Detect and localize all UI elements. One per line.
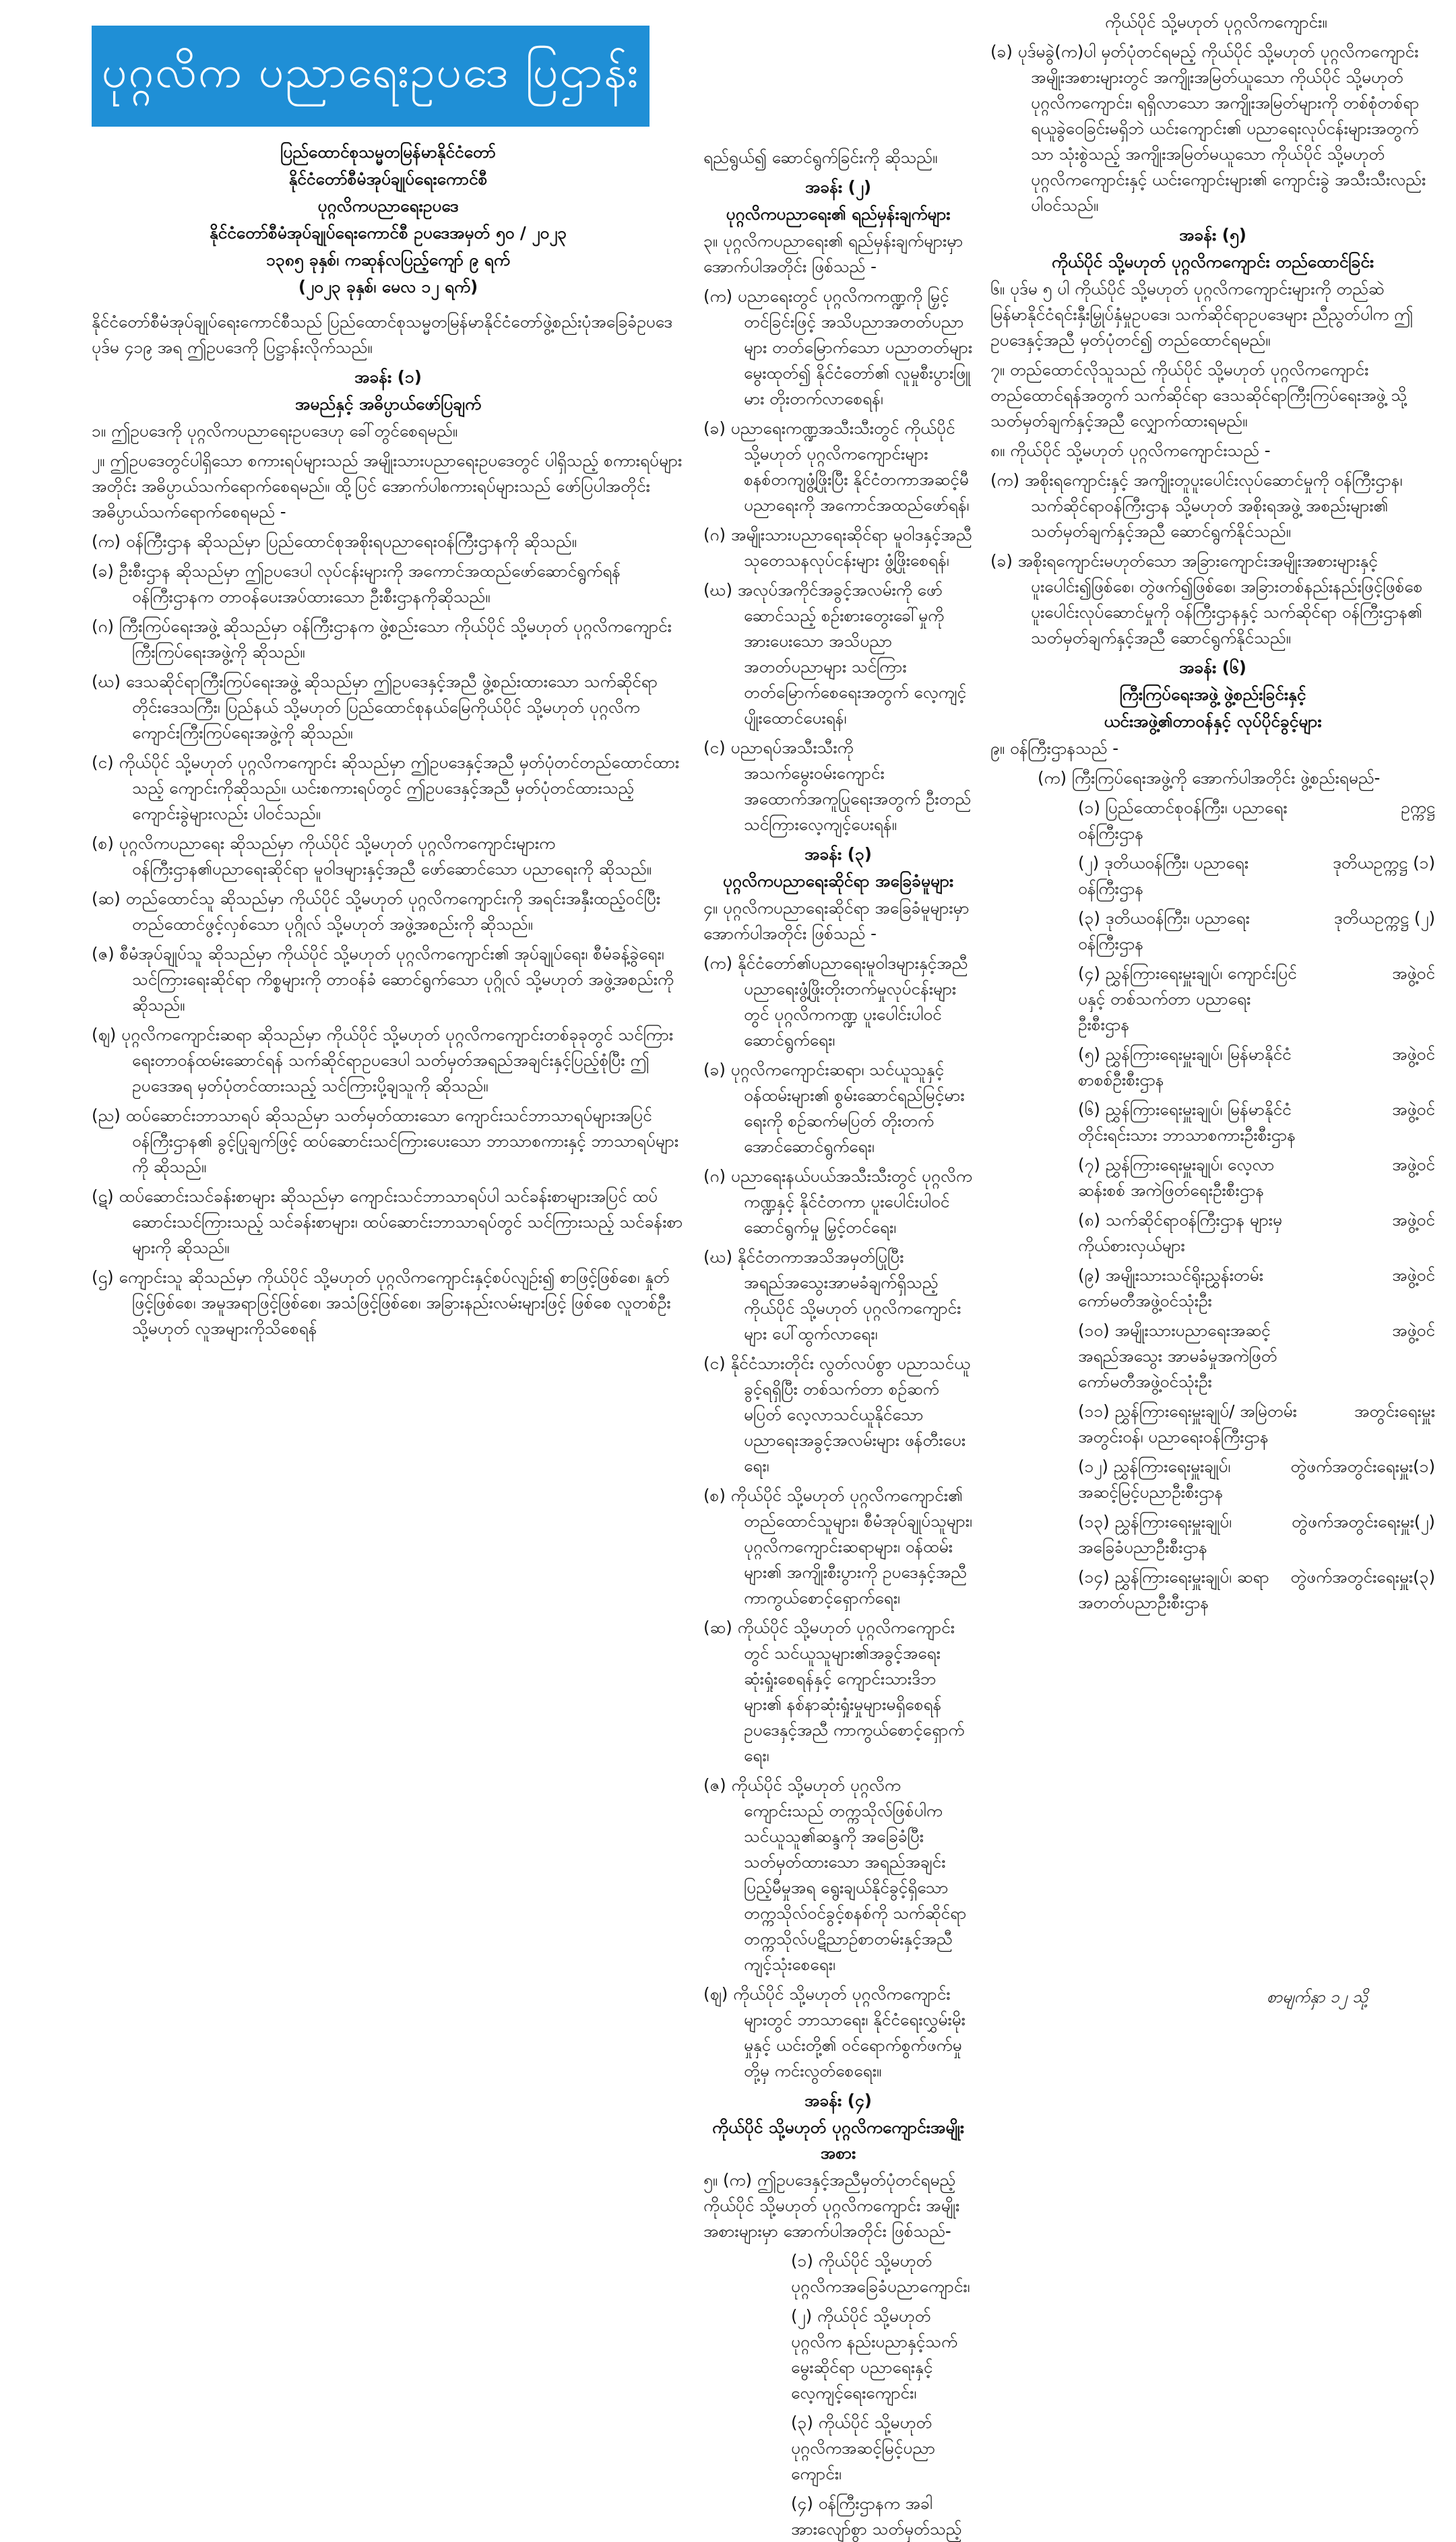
principle-item: (ဈ) ကိုယ်ပိုင် သို့မဟုတ် ပုဂ္ဂလိကကျောင်းများတွင် ဘာသာရေး၊ နိုင်ငံရေးလွှမ်းမိုးမှုနှင့် ယင်းတို့၏ ဝင်ရောက်စွက်ဖက်မှုတို့မှ ကင်းလွတ်စေရေး။ <box>703 1984 966 2080</box>
section-paragraph: ၇။ တည်ထောင်လိုသူသည် ကိုယ်ပိုင် သို့မဟုတ် ပုဂ္ဂလိကကျောင်း တည်ထောင်ရန်အတွက် သက်ဆိုင်ရာ ဒေသဆိုင်ရာကြီးကြပ်ရေးအဖွဲ့ သို့ သတ်မှတ်ချက်နှင့်အညီ လျှောက်ထားရမည်။ <box>990 360 1407 431</box>
member-role: တွဲဖက်အတွင်းရေးမှူး(၁) <box>1290 1457 1435 1476</box>
principle-item: (ဇ) ကိုယ်ပိုင် သို့မဟုတ် ပုဂ္ဂလိကကျောင်းသည် တက္ကသိုလ်ဖြစ်ပါက သင်ယူသူ၏ဆန္ဒကို အခြေခံပြီး သတ်မှတ်ထားသော အရည်အချင်းပြည့်မီမှုအရ ရွေးချယ်နိုင်ခွင့်ရှိသော တက္ကသိုလ်ဝင်ခွင့်စနစ်ကို သက်ဆိုင်ရာ တက္ကသိုလ်ပဋိညာဉ်စာတမ်းနှင့်အညီ ကျင့်သုံးစေရေး၊ <box>703 1775 967 1974</box>
committee-member-list <box>990 795 1435 1616</box>
member-role: တွဲဖက်အတွင်းရေးမှူး(၂) <box>1292 1512 1435 1531</box>
definition-item: (ဈ) ပုဂ္ဂလိကကျောင်းဆရာ ဆိုသည်မှာ ကိုယ်ပိုင် သို့မဟုတ် ပုဂ္ဂလိကကျောင်းတစ်ခုခုတွင် သင်ကြားရေးတာဝန်ထမ်းဆောင်ရန် သက်ဆိုင်ရာဥပဒေပါ သတ်မှတ်အရည်အချင်းနှင့်ပြည့်စုံပြီး ဤဥပဒေအရ မှတ်ပုံတင်ထားသည့် သင်ကြားပို့ချသူကို ဆိုသည်။ <box>92 1025 674 1095</box>
principle-item: (ဆ) ကိုယ်ပိုင် သို့မဟုတ် ပုဂ္ဂလိကကျောင်းတွင် သင်ယူသူများ၏အခွင့်အရေး ဆုံးရှုံးစေရန်နှင့် ကျောင်းသားဒိဘများ၏ နစ်နာဆုံးရှုံးမှုများမရှိစေရန် ဥပဒေနှင့်အညီ ကာကွယ်စောင့်ရှောက်ရေး၊ <box>703 1618 965 1765</box>
chapter-title: အခန်း (၂) <box>804 177 872 197</box>
definition-item: (ည) ထပ်ဆောင်းဘာသာရပ် ဆိုသည်မှာ သတ်မှတ်ထားသော ကျောင်းသင်ဘာသာရပ်များအပြင် ဝန်ကြီးဌာန၏ ခွင့်ပြုချက်ဖြင့် ထပ်ဆောင်းသင်ကြားပေးသော ဘာသာစကားနှင့် ဘာသာရပ်များကို ဆိုသည်။ <box>92 1106 679 1176</box>
member-role: အဖွဲ့ဝင် <box>1392 1265 1435 1285</box>
definition-item: (ဃ) ဒေသဆိုင်ရာကြီးကြပ်ရေးအဖွဲ့ ဆိုသည်မှာ ဤဥပဒေနှင့်အညီ ဖွဲ့စည်းထားသော သက်ဆိုင်ရာ တိုင်းဒေသကြီး၊ ပြည်နယ် သို့မဟုတ် ပြည်ထောင်စုနယ်မြေကိုယ်ပိုင် သို့မဟုတ် ပုဂ္ဂလိကကျောင်းကြီးကြပ်ရေးအဖွဲ့ကို ဆိုသည်။ <box>92 672 658 742</box>
chapter-subtitle: ပုဂ္ဂလိကပညာရေး၏ ရည်မှန်းချက်များ <box>726 204 951 224</box>
chapter-subtitle: ယင်းအဖွဲ့၏တာဝန်နှင့် လုပ်ပိုင်ခွင့်များ <box>1104 711 1322 731</box>
member-role: အဖွဲ့ဝင် <box>1392 1321 1435 1340</box>
heading-line: ပြည်ထောင်စုသမ္မတမြန်မာနိုင်ငံတော် <box>280 142 496 162</box>
member-title: (၁၂) ညွှန်ကြားရေးမှူးချုပ်၊ အဆင့်မြင့်ပညာဦးစီးဌာန <box>1078 1457 1231 1502</box>
chapter-subtitle: ကြီးကြပ်ရေးအဖွဲ့ ဖွဲ့စည်းခြင်းနှင့် <box>1119 685 1306 704</box>
principle-item: (စ) ကိုယ်ပိုင် သို့မဟုတ် ပုဂ္ဂလိကကျောင်း၏ တည်ထောင်သူများ၊ စီမံအုပ်ချုပ်သူများ၊ ပုဂ္ဂလိကကျောင်းဆရာများ၊ ဝန်ထမ်းများ၏ အကျိုးစီးပွားကို ဥပဒေနှင့်အညီ ကာကွယ်စောင့်ရှောက်ရေး၊ <box>703 1486 972 1608</box>
member-role: အဖွဲ့ဝင် <box>1392 1210 1435 1230</box>
definition-item: (ဌ) ကျောင်းသူ ဆိုသည်မှာ ကိုယ်ပိုင် သို့မဟုတ် ပုဂ္ဂလိကကျောင်းနှင့်စပ်လျဉ်း၍ စာဖြင့်ဖြစ်စေ၊ နှုတ်ဖြင့်ဖြစ်စေ၊ အမူအရာဖြင့်ဖြစ်စေ၊ အသံဖြင့်ဖြစ်စေ၊ အခြားနည်းလမ်းများဖြင့် ဖြစ်စေ လူတစ်ဦး သို့မဟုတ် လူအများကိုသိစေရန် <box>92 1267 671 1338</box>
committee-member-row <box>990 1564 1435 1616</box>
member-role: အတွင်းရေးမှူး <box>1354 1401 1435 1421</box>
committee-member-row <box>990 1318 1435 1395</box>
continued-text: ရည်ရွယ်၍ ဆောင်ရွက်ခြင်းကို ဆိုသည်။ <box>703 148 938 167</box>
definition-item: (ဆ) တည်ထောင်သူ ဆိုသည်မှာ ကိုယ်ပိုင် သို့မဟုတ် ပုဂ္ဂလိကကျောင်းကို အရင်းအနှီးထည့်ဝင်ပြီး တည်ထောင်ဖွင့်လှစ်သော ပုဂ္ဂိုလ် သို့မဟုတ် အဖွဲ့အစည်းကို ဆိုသည်။ <box>92 889 661 934</box>
definition-item: (ခ) ဦးစီးဌာန ဆိုသည်မှာ ဤဥပဒေပါ လုပ်ငန်းများကို အကောင်အထည်ဖော်ဆောင်ရွက်ရန် ဝန်ကြီးဌာနက တာဝန်ပေးအပ်ထားသော ဦးစီးဌာနကိုဆိုသည်။ <box>92 561 621 606</box>
chapter-title: အခန်း (၄) <box>804 2091 872 2110</box>
column-left <box>92 138 685 2011</box>
cooperation-item: (ခ) အစိုးရကျောင်းမဟုတ်သော အခြားကျောင်းအမျိုးအစားများနှင့် ပူးပေါင်း၍ဖြစ်စေ၊ တွဲဖက်၍ဖြစ်စေ၊ အခြားတစ်နည်းနည်းဖြင့်ဖြစ်စေ ပူးပေါင်းလုပ်ဆောင်မှုကို ဝန်ကြီးဌာနနှင့် သက်ဆိုင်ရာ ဝန်ကြီးဌာန၏ သတ်မှတ်ချက်နှင့်အညီ ဆောင်ရွက်နိုင်သည်။ <box>990 551 1423 647</box>
definition-item: (က) ဝန်ကြီးဌာန ဆိုသည်မှာ ပြည်ထောင်စုအစိုးရပညာရေးဝန်ကြီးဌာနကို ဆိုသည်။ <box>92 532 577 551</box>
principle-item: (ဃ) နိုင်ငံတကာအသိအမှတ်ပြုပြီး အရည်အသွေးအာမခံချက်ရှိသည့် ကိုယ်ပိုင် သို့မဟုတ် ပုဂ္ဂလိကကျောင်းများ ပေါ်ထွက်လာရေး၊ <box>703 1247 961 1343</box>
chapter-title: အခန်း (၃) <box>804 844 872 864</box>
member-title: (၈) သက်ဆိုင်ရာဝန်ကြီးဌာန များမှကိုယ်စားလှယ်များ <box>1078 1210 1283 1255</box>
chapter-subtitle: အမည်နှင့် အဓိပ္ပာယ်ဖော်ပြချက် <box>294 394 482 414</box>
member-title: (၉) အမျိုးသားသင်ရိုးညွှန်းတမ်း ကော်မတီအဖွဲ့ဝင်သုံးဦး <box>1078 1265 1263 1310</box>
school-type-item: (၃) ကိုယ်ပိုင် သို့မဟုတ် ပုဂ္ဂလိကအဆင့်မြင့်ပညာကျောင်း၊ <box>791 2413 936 2483</box>
column-right <box>990 9 1435 1983</box>
principle-item: (ဂ) ပညာရေးနယ်ပယ်အသီးသီးတွင် ပုဂ္ဂလိကကဏ္ဍနှင့် နိုင်ငံတကာ ပူးပေါင်းပါဝင်ဆောင်ရွက်မှု မြှင့်တင်ရေး၊ <box>703 1166 972 1237</box>
section-paragraph: ၈။ ကိုယ်ပိုင် သို့မဟုတ် ပုဂ္ဂလိကကျောင်းသည် - <box>990 441 1271 460</box>
member-title: (၁၀) အမျိုးသားပညာရေးအဆင့်အရည်အသွေး အာမခံမှုအကဲဖြတ် ကော်မတီအဖွဲ့ဝင်သုံးဦး <box>1078 1321 1277 1391</box>
section-paragraph: ၂။ ဤဥပဒေတွင်ပါရှိသော စကားရပ်များသည် အမျိုးသားပညာရေးဥပဒေတွင် ပါရှိသည့် စကားရပ်များအတိုင်း အဓိပ္ပာယ်သက်ရောက်စေရမည်။ ထို့ပြင် အောက်ပါစကားရပ်များသည် ဖော်ပြပါအတိုင်း အဓိပ္ပာယ်သက်ရောက်စေရမည် - <box>92 451 683 521</box>
school-type-item: (၂) ကိုယ်ပိုင် သို့မဟုတ် ပုဂ္ဂလိက နည်းပညာနှင့်သက်မွေးဆိုင်ရာ ပညာရေးနှင့် လေ့ကျင့်ရေးကျောင်း၊ <box>791 2306 957 2403</box>
member-title: (၆) ညွှန်ကြားရေးမှူးချုပ်၊ မြန်မာနိုင်ငံတိုင်းရင်းသား ဘာသာစကားဦးစီးဌာန <box>1078 1100 1296 1145</box>
definition-item: (ဂ) ကြီးကြပ်ရေးအဖွဲ့ ဆိုသည်မှာ ဝန်ကြီးဌာနက ဖွဲ့စည်းသော ကိုယ်ပိုင် သို့မဟုတ် ပုဂ္ဂလိကကျောင်းကြီးကြပ်ရေးအဖွဲ့ကို ဆိုသည်။ <box>92 616 672 662</box>
committee-member-row <box>990 1263 1435 1314</box>
member-title: (၁၄) ညွှန်ကြားရေးမှူးချုပ်၊ ဆရာအတတ်ပညာဦးစီးဌာန <box>1078 1567 1269 1612</box>
heading-line: နိုင်ငံတော်စီမံအုပ်ချုပ်ရေးကောင်စီ ဥပဒေအမှတ် ၅၀ / ၂၀၂၃ <box>209 223 567 243</box>
member-title: (၁၁) ညွှန်ကြားရေးမှူးချုပ်/ အမြဲတမ်းအတွင်းဝန်၊ ပညာရေးဝန်ကြီးဌာန <box>1078 1401 1297 1447</box>
chapter-subtitle: ပုဂ္ဂလိကပညာရေးဆိုင်ရာ အခြေခံမူများ <box>722 871 954 891</box>
member-title: (၄) ညွှန်ကြားရေးမှူးချုပ်၊ ကျောင်းပြင်ပနှင့် တစ်သက်တာ ပညာရေးဦးစီးဌာန <box>1078 963 1297 1034</box>
member-title: (၂) ဒုတိယဝန်ကြီး၊ ပညာရေးဝန်ကြီးဌာန <box>1078 853 1249 898</box>
heading-line: ပုဂ္ဂလိကပညာရေးဥပဒေ <box>317 196 459 216</box>
continued-text: ကိုယ်ပိုင် သို့မဟုတ် ပုဂ္ဂလိကကျောင်း။ <box>1105 12 1327 32</box>
heading-line: (၂၀၂၃ ခုနှစ်၊ မေလ ၁၂ ရက်) <box>298 277 478 296</box>
member-title: (၃) ဒုတိယဝန်ကြီး၊ ပညာရေးဝန်ကြီးဌာန <box>1078 908 1250 953</box>
section-paragraph: ၁။ ဤဥပဒေကို ပုဂ္ဂလိကပညာရေးဥပဒေဟု ခေါ်တွင်စေရမည်။ <box>92 421 458 441</box>
objective-item: (ဃ) အလုပ်အကိုင်အခွင့်အလမ်းကို ဖော်ဆောင်သည့် စဉ်းစားတွေးခေါ်မှုကို အားပေးသော အသိပညာ အတတ်ပညာများ သင်ကြားတတ်မြောက်စေရေးအတွက် လေ့ကျင့်ပျိုးထောင်ပေးရန်၊ <box>703 580 967 728</box>
objective-item: (ခ) ပညာရေးကဏ္ဍအသီးသီးတွင် ကိုယ်ပိုင် သို့မဟုတ် ပုဂ္ဂလိကကျောင်းများ စနစ်တကျဖွံ့ဖြိုးပြီး နိုင်ငံတကာအဆင့်မီ ပညာရေးကို အကောင်အထည်ဖော်ရန်၊ <box>703 418 970 515</box>
member-role: ဒုတိယဥက္ကဋ္ဌ (၁) <box>1333 853 1435 872</box>
committee-member-row <box>990 1509 1435 1560</box>
school-type-item: (၁) ကိုယ်ပိုင် သို့မဟုတ် ပုဂ္ဂလိကအခြေခံပညာကျောင်း၊ <box>791 2251 970 2296</box>
column-middle <box>703 145 973 2539</box>
committee-member-row <box>990 850 1435 901</box>
objective-item: (င) ပညာရပ်အသီးသီးကို အသက်မွေးဝမ်းကျောင်း အထောက်အကူပြုရေးအတွက် ဦးတည် သင်ကြားလေ့ကျင့်ပေးရန်။ <box>703 738 972 834</box>
heading-line: နိုင်ငံတော်စီမံအုပ်ချုပ်ရေးကောင်စီ <box>288 169 488 189</box>
principle-item: (ခ) ပုဂ္ဂလိကကျောင်းဆရာ၊ သင်ယူသူနှင့် ဝန်ထမ်းများ၏ စွမ်းဆောင်ရည်မြင့်မားရေးကို စဉ်ဆက်မပြတ် တိုးတက်အောင်ဆောင်ရွက်ရေး၊ <box>703 1060 965 1156</box>
member-role: ဥက္ကဋ္ဌ <box>1401 798 1435 817</box>
member-title: (၇) ညွှန်ကြားရေးမှူးချုပ်၊ လေ့လာဆန်းစစ် အကဲဖြတ်ရေးဦးစီးဌာန <box>1078 1155 1275 1200</box>
section-paragraph: ၃။ ပုဂ္ဂလိကပညာရေး၏ ရည်မှန်းချက်များမှာ အောက်ပါအတိုင်း ဖြစ်သည် - <box>703 231 963 276</box>
principle-item: (က) နိုင်ငံတော်၏ပညာရေးမူဝါဒများနှင့်အညီ ပညာရေးဖွံ့ဖြိုးတိုးတက်မှုလုပ်ငန်းများတွင် ပုဂ္ဂလိကကဏ္ဍ ပူးပေါင်းပါဝင်ဆောင်ရွက်ရေး၊ <box>703 953 968 1050</box>
committee-member-row <box>990 1399 1435 1450</box>
definition-item: (င) ကိုယ်ပိုင် သို့မဟုတ် ပုဂ္ဂလိကကျောင်း ဆိုသည်မှာ ဤဥပဒေနှင့်အညီ မှတ်ပုံတင်တည်ထောင်ထားသည့် ကျောင်းကိုဆိုသည်။ ယင်းစကားရပ်တွင် ဤဥပဒေနှင့်အညီ မှတ်ပုံတင်ထားသည့် ကျောင်းခွဲများလည်း ပါဝင်သည်။ <box>92 753 680 823</box>
committee-member-row <box>990 1152 1435 1203</box>
member-role: အဖွဲ့ဝင် <box>1392 963 1435 983</box>
chapter-title: အခန်း (၆) <box>1179 658 1246 677</box>
committee-member-row <box>990 1207 1435 1259</box>
definition-item: (ဇ) စီမံအုပ်ချုပ်သူ ဆိုသည်မှာ ကိုယ်ပိုင် သို့မဟုတ် ပုဂ္ဂလိကကျောင်း၏ အုပ်ချုပ်ရေး၊ စီမံခန့်ခွဲရေး၊ သင်ကြားရေးဆိုင်ရာ ကိစ္စများကို တာဝန်ခံ ဆောင်ရွက်သော ပုဂ္ဂိုလ် သို့မဟုတ် အဖွဲ့အစည်းကိုဆိုသည်။ <box>92 944 674 1015</box>
member-role: အဖွဲ့ဝင် <box>1392 1100 1435 1119</box>
principle-item: (င) နိုင်ငံသားတိုင်း လွတ်လပ်စွာ ပညာသင်ယူခွင့်ရရှိပြီး တစ်သက်တာ စဉ်ဆက်မပြတ် လေ့လာသင်ယူနိုင်သော ပညာရေးအခွင့်အလမ်းများ ဖန်တီးပေးရေး၊ <box>703 1354 970 1475</box>
definition-item: (ဋ) ထပ်ဆောင်းသင်ခန်းစာများ ဆိုသည်မှာ ကျောင်းသင်ဘာသာရပ်ပါ သင်ခန်းစာများအပြင် ထပ်ဆောင်းသင်ကြားသည့် သင်ခန်းစာများ၊ ထပ်ဆောင်းဘာသာရပ်တွင် သင်ကြားသည့် သင်ခန်းစာများကို ဆိုသည်။ <box>92 1186 683 1257</box>
committee-member-row <box>990 1454 1435 1505</box>
member-title: (၅) ညွှန်ကြားရေးမှူးချုပ်၊ မြန်မာနိုင်ငံစာစစ်ဦးစီးဌာန <box>1078 1044 1292 1089</box>
objective-item: (က) ပညာရေးတွင် ပုဂ္ဂလိကကဏ္ဍကို မြှင့်တင်ခြင်းဖြင့် အသိပညာအတတ်ပညာများ တတ်မြောက်သော ပညာတတ်များ မွေးထုတ်၍ နိုင်ငံတော်၏ လူမှုစီးပွားဖြူမား တိုးတက်လာစေရန်၊ <box>703 286 973 408</box>
committee-member-row <box>990 961 1435 1038</box>
chapter-subtitle: ကိုယ်ပိုင် သို့မဟုတ် ပုဂ္ဂလိကကျောင်း တည်ထောင်ခြင်း <box>1051 252 1374 272</box>
chapter-subtitle: ကိုယ်ပိုင် သို့မဟုတ် ပုဂ္ဂလိကကျောင်းအမျိုးအစား <box>712 2118 964 2163</box>
member-role: ဒုတိယဥက္ကဋ္ဌ (၂) <box>1333 908 1435 928</box>
section-paragraph: ၅။ (က) ဤဥပဒေနှင့်အညီမှတ်ပုံတင်ရမည့် ကိုယ်ပိုင် သို့မဟုတ် ပုဂ္ဂလိကကျောင်း အမျိုးအစားများမှာ အောက်ပါအတိုင်း ဖြစ်သည်- <box>703 2170 960 2241</box>
member-role: အဖွဲ့ဝင် <box>1392 1155 1435 1174</box>
member-role: အဖွဲ့ဝင် <box>1392 1044 1435 1064</box>
page-title-banner: ပုဂ္ဂလိက ပညာရေးဥပဒေ ပြဌာန်း <box>92 26 650 127</box>
section-paragraph: ၉။ ဝန်ကြီးဌာနသည် - <box>990 738 1119 758</box>
definition-item: (စ) ပုဂ္ဂလိကပညာရေး ဆိုသည်မှာ ကိုယ်ပိုင် သို့မဟုတ် ပုဂ္ဂလိကကျောင်းများက ဝန်ကြီးဌာန၏ပညာရေးဆိုင်ရာ မူဝါဒများနှင့်အညီ ဖော်ဆောင်သော ပညာရေးကို ဆိုသည်။ <box>92 833 652 879</box>
member-title: (၁) ပြည်ထောင်စုဝန်ကြီး၊ ပညာရေးဝန်ကြီးဌာန <box>1078 798 1288 843</box>
committee-member-row <box>990 1097 1435 1148</box>
continued-on-page: စာမျက်နှာ ၁၂ သို့ <box>1267 1988 1368 2006</box>
committee-member-row <box>990 1042 1435 1093</box>
intro-paragraph: နိုင်ငံတော်စီမံအုပ်ချုပ်ရေးကောင်စီသည် ပြည်ထောင်စုသမ္မတမြန်မာနိုင်ငံတော်ဖွဲ့စည်းပုံအခြေခံဥပဒေပုဒ်မ ၄၁၉ အရ ဤဥပဒေကို ပြဋ္ဌာန်းလိုက်သည်။ <box>92 312 672 357</box>
committee-member-row <box>990 905 1435 957</box>
subsection-paragraph: (က) ကြီးကြပ်ရေးအဖွဲ့ကို အောက်ပါအတိုင်း ဖွဲ့စည်းရမည်- <box>1038 768 1381 788</box>
chapter-title: အခန်း (၅) <box>1179 225 1246 245</box>
member-title: (၁၃) ညွှန်ကြားရေးမှူးချုပ်၊ အခြေခံပညာဦးစီးဌာန <box>1078 1512 1232 1557</box>
committee-member-row <box>990 795 1435 846</box>
member-role: တွဲဖက်အတွင်းရေးမှူး(၃) <box>1290 1567 1435 1587</box>
cooperation-item: (က) အစိုးရကျောင်းနှင့် အကျိုးတူပူးပေါင်းလုပ်ဆောင်မှုကို ဝန်ကြီးဌာန၊ သက်ဆိုင်ရာဝန်ကြီးဌာန သို့မဟုတ် အစိုးရအဖွဲ့ အစည်းများ၏ သတ်မှတ်ချက်နှင့်အညီ ဆောင်ရွက်နိုင်သည်။ <box>990 470 1403 541</box>
heading-line: ၁၃၈၅ ခုနှစ်၊ ကဆုန်လပြည့်ကျော် ၉ ရက် <box>266 250 510 269</box>
chapter-title: အခန်း (၁) <box>354 367 422 387</box>
section-paragraph: ၄။ ပုဂ္ဂလိကပညာရေးဆိုင်ရာ အခြေခံမူများမှာ အောက်ပါအတိုင်း ဖြစ်သည် - <box>703 898 970 943</box>
section-paragraph: ၆။ ပုဒ်မ ၅ ပါ ကိုယ်ပိုင် သို့မဟုတ် ပုဂ္ဂလိကကျောင်းများကို တည်ဆဲမြန်မာနိုင်ငံရင်းနှီးမြှုပ်နှံမှုဥပဒေ၊ သက်ဆိုင်ရာဥပဒေများ ညီညွတ်ပါက ဤဥပဒေနှင့်အညီ မှတ်ပုံတင်၍ တည်ထောင်ရမည်။ <box>990 279 1414 350</box>
subsection-paragraph: (ခ) ပုဒ်မခွဲ(က)ပါ မှတ်ပုံတင်ရမည့် ကိုယ်ပိုင် သို့မဟုတ် ပုဂ္ဂလိကကျောင်း အမျိုးအစားများတွင် အကျိုးအမြတ်ယူသော ကိုယ်ပိုင် သို့မဟုတ် ပုဂ္ဂလိကကျောင်း၊ ရရှိလာသော အကျိုးအမြတ်များကို တစ်စုံတစ်ရာ ရယူခွဲဝေခြင်းမရှိဘဲ ယင်းကျောင်း၏ ပညာရေးလုပ်ငန်းများအတွက်သာ သုံးစွဲသည့် အကျိုးအမြတ်မယူသော ကိုယ်ပိုင် သို့မဟုတ် ပုဂ္ဂလိကကျောင်းနှင့် ယင်းကျောင်းများ၏ ကျောင်းခွဲ အသီးသီးလည်း ပါဝင်သည်။ <box>990 42 1426 215</box>
school-type-item: (၄) ဝန်ကြီးဌာနက အခါအားလျော်စွာ သတ်မှတ်သည့် <box>791 2493 962 2539</box>
objective-item: (ဂ) အမျိုးသားပညာရေးဆိုင်ရာ မူဝါဒနှင့်အညီ သုတေသနလုပ်ငန်းများ ဖွံ့ဖြိုးစေရန်၊ <box>703 525 972 570</box>
